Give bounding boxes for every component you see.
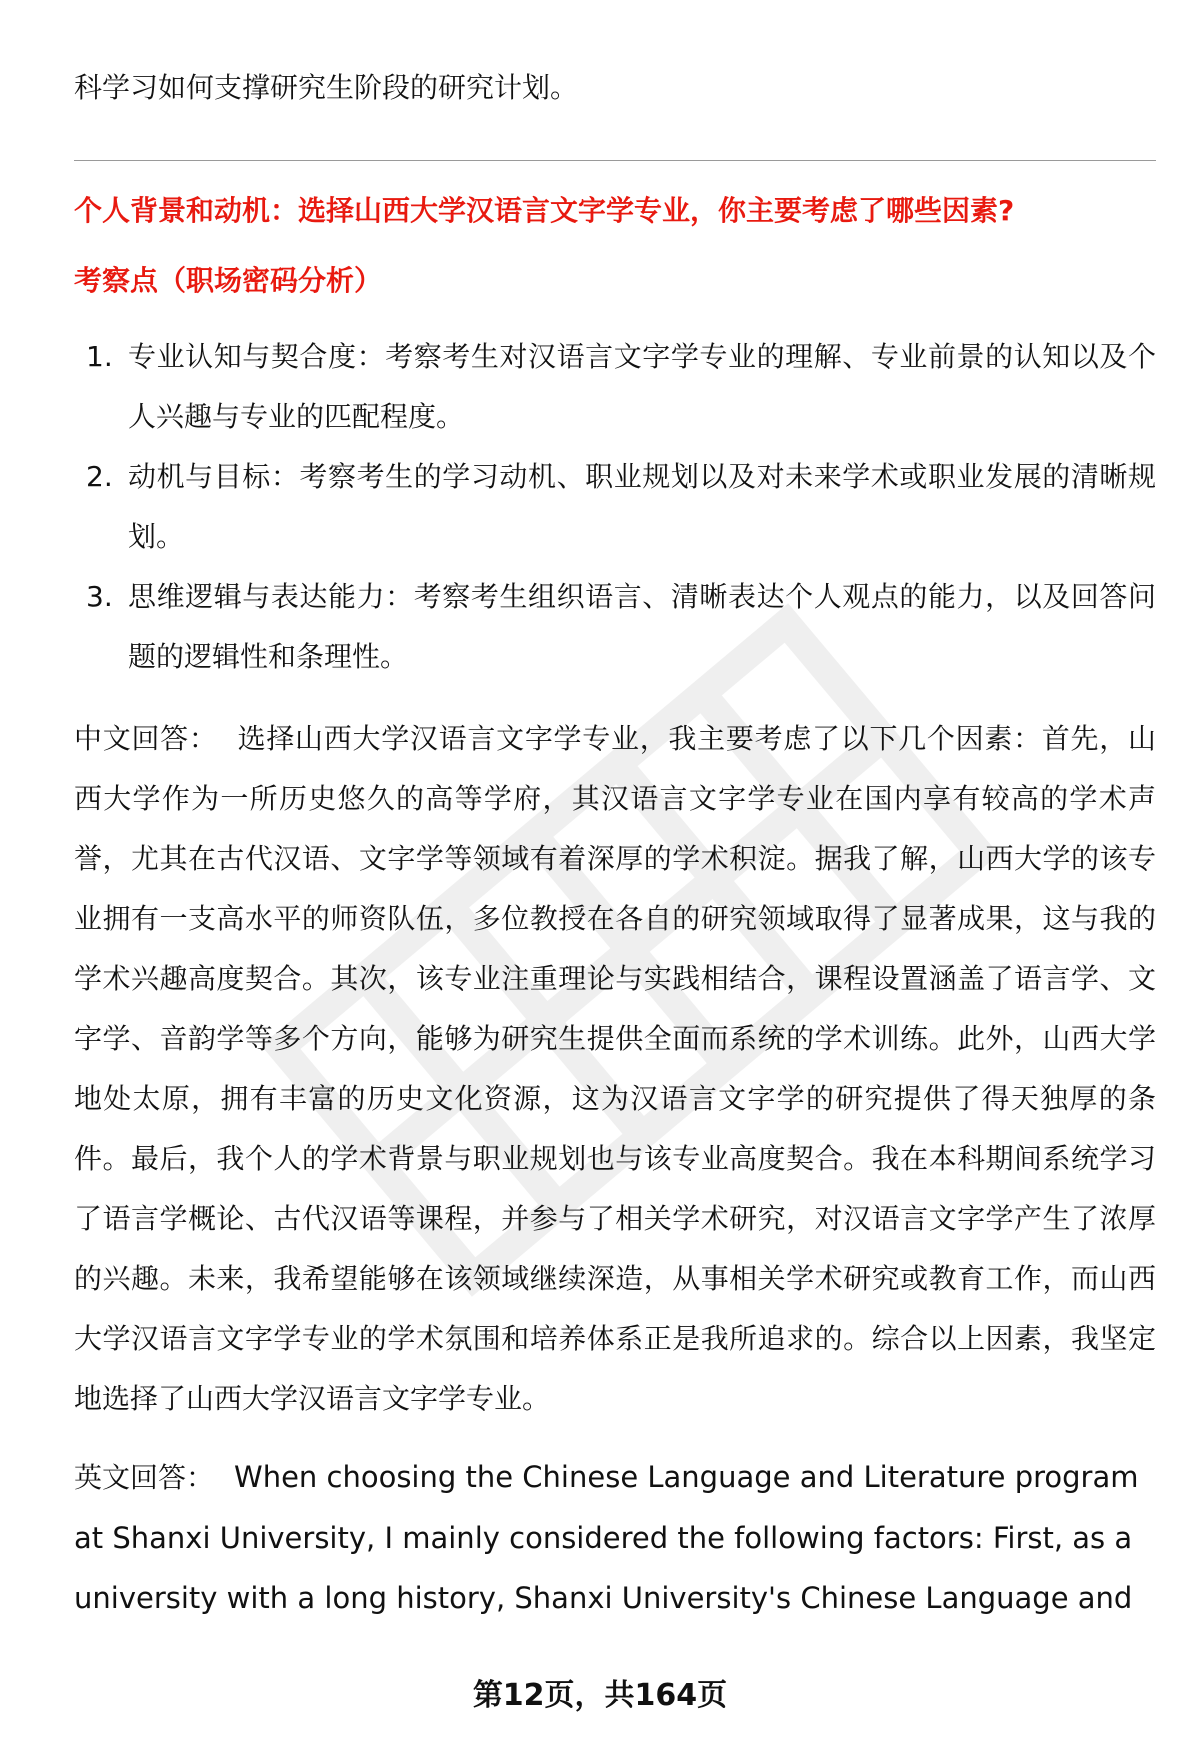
list-item bbox=[74, 567, 1156, 687]
answer-english bbox=[74, 1447, 1156, 1628]
list-item-text: 思维逻辑与表达能力：考察考生组织语言、清晰表达个人观点的能力，以及回答问题的逻辑性和条理性。 bbox=[128, 580, 1156, 673]
list-item-text: 动机与目标：考察考生的学习动机、职业规划以及对未来学术或职业发展的清晰规划。 bbox=[128, 460, 1156, 553]
page-number-footer: 第12页，共164页 bbox=[472, 1678, 728, 1713]
list-item-text: 专业认知与契合度：考察考生对汉语言文字学专业的理解、专业前景的认知以及个人兴趣与专业的匹配程度。 bbox=[128, 340, 1156, 433]
document-page bbox=[74, 58, 1156, 1628]
divider-line bbox=[74, 160, 1156, 161]
question-subtitle: 考察点（职场密码分析） bbox=[74, 264, 383, 297]
top-text: 科学习如何支撑研究生阶段的研究计划。 bbox=[74, 71, 579, 104]
list-item-number: 1. bbox=[86, 340, 113, 373]
answer-english-text: When choosing the Chinese Language and Literature program at Shanxi University, I mainly considered the following factors: First, as a university with a long history, Shanxi University's Chinese Language and bbox=[74, 1460, 1139, 1615]
answer-chinese bbox=[74, 709, 1156, 1429]
question-title: 个人背景和动机：选择山西大学汉语言文字学专业，你主要考虑了哪些因素? bbox=[74, 194, 1015, 227]
answer-chinese-text: 选择山西大学汉语言文字学专业，我主要考虑了以下几个因素：首先，山西大学作为一所历史悠久的高等学府，其汉语言文字学专业在国内享有较高的学术声誉，尤其在古代汉语、文字学等领域有着深厚的学术积淀。据我了解，山西大学的该专业拥有一支高水平的师资队伍，多位教授在各自的研究领域取得了显著成果，这与我的学术兴趣高度契合。其次，该专业注重理论与实践相结合，课程设置涵盖了语言学、文字学、音韵学等多个方向，能够为研究生提供全面而系统的学术训练。此外，山西大学地处太原，拥有丰富的历史文化资源，这为汉语言文字学的研究提供了得天独厚的条件。最后，我个人的学术背景与职业规划也与该专业高度契合。我在本科期间系统学习了语言学概论、古代汉语等课程，并参与了相关学术研究，对汉语言文字学产生了浓厚的兴趣。未来，我希望能够在该领域继续深造，从事相关学术研究或教育工作，而山西大学汉语言文字学专业的学术氛围和培养体系正是我所追求的。综合以上因素，我坚定地选择了山西大学汉语言文字学专业。 bbox=[74, 722, 1156, 1415]
list-item-number: 3. bbox=[86, 580, 113, 613]
list-item-number: 2. bbox=[86, 460, 113, 493]
list-item bbox=[74, 447, 1156, 567]
answer-chinese-label: 中文回答： bbox=[74, 722, 218, 755]
list-item bbox=[74, 327, 1156, 447]
assessment-points-list bbox=[74, 327, 1156, 687]
answer-english-label: 英文回答： bbox=[74, 1461, 215, 1494]
